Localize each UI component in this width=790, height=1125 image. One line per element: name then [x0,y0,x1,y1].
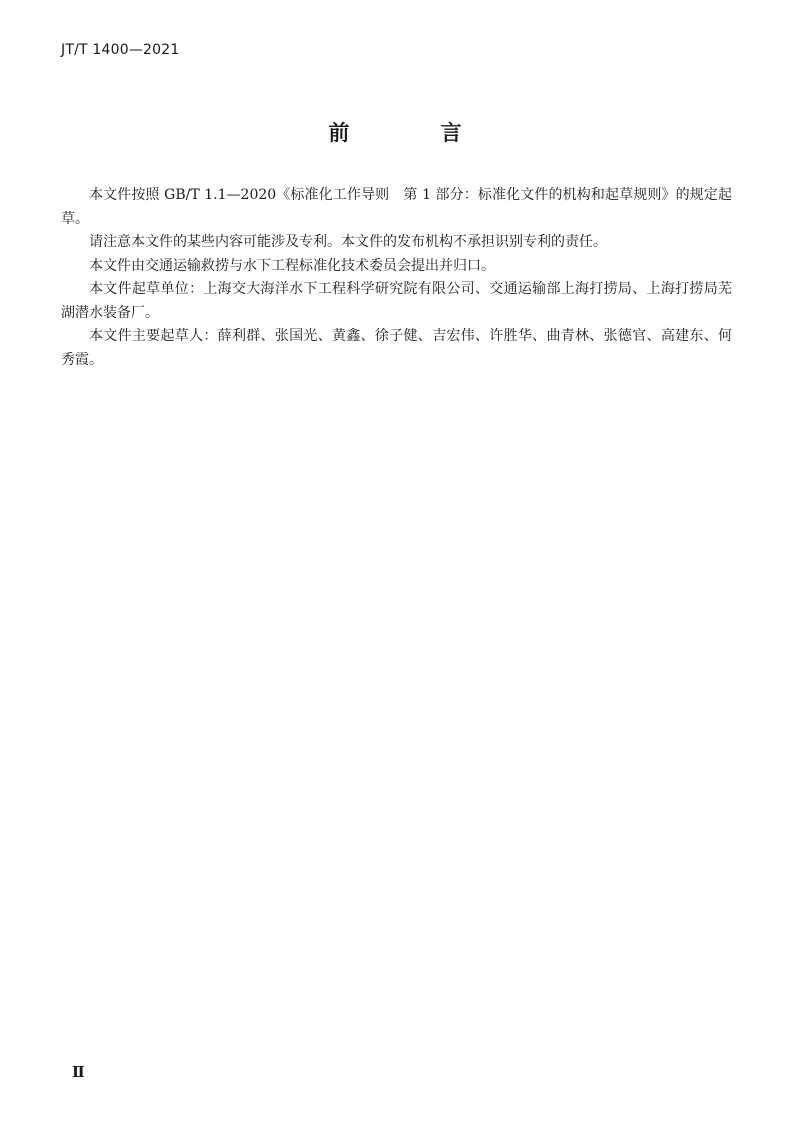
paragraph-drafting-rules: 本文件按照 GB/T 1.1—2020《标准化工作导则 第 1 部分：标准化文件的机构和起草规则》的规定起草。 [61,187,732,227]
paragraph-drafters: 本文件主要起草人：薛利群、张国光、黄鑫、徐子健、吉宏伟、许胜华、曲青林、张德官、高建东、何秀霞。 [61,328,732,368]
paragraph-drafting-units: 本文件起草单位：上海交大海洋水下工程科学研究院有限公司、交通运输部上海打捞局、上海打捞局芜湖潜水装备厂。 [61,281,732,321]
paragraph-patent-notice: 请注意本文件的某些内容可能涉及专利。本文件的发布机构不承担识别专利的责任。 [89,234,607,250]
standard-code: JT/T 1400—2021 [61,42,180,58]
page-title: 前 言 [328,121,504,145]
foreword-body [61,184,732,372]
page-number: Ⅱ [72,1063,85,1081]
paragraph-proposer: 本文件由交通运输救捞与水下工程标准化技术委员会提出并归口。 [89,257,495,274]
